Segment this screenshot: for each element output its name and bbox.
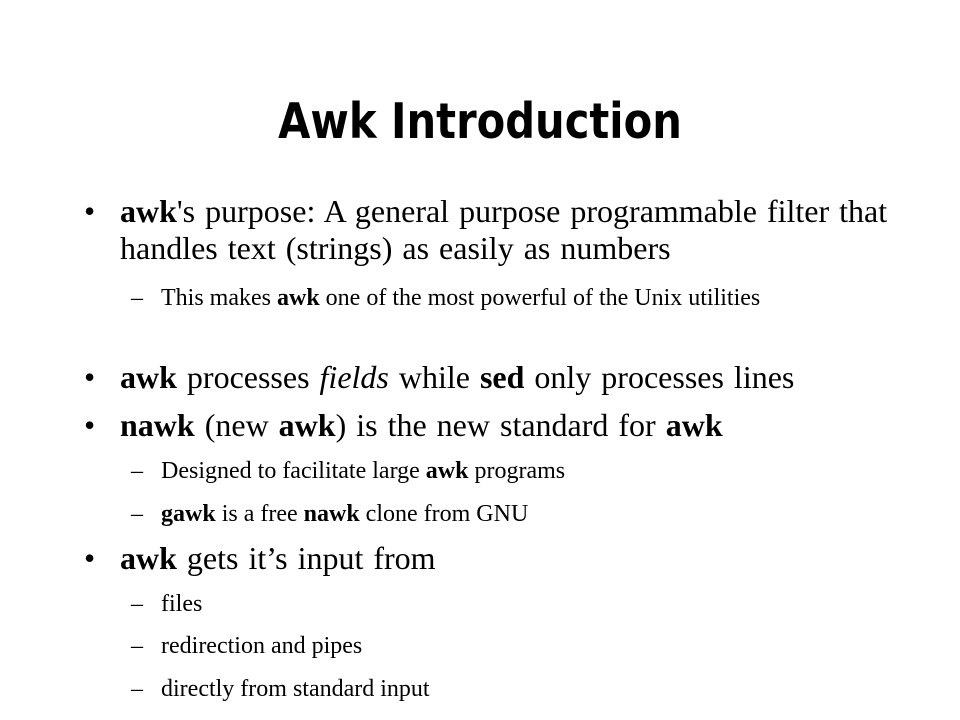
bullet-text: while — [388, 359, 480, 395]
bullet-item-awk-purpose — [84, 193, 900, 267]
dash-icon: – — [131, 501, 143, 527]
bullet-text: processes — [176, 359, 320, 395]
keyword-awk: awk — [276, 285, 320, 311]
sub-item-stdin — [131, 674, 881, 704]
bullet-text: 's purpose: A general purpose programmable filter that handles text (strings) as easily as numbers — [120, 193, 888, 266]
keyword-nawk: nawk — [120, 407, 195, 443]
keyword-awk: awk — [120, 540, 177, 576]
sub-text: clone from GNU — [359, 501, 529, 527]
dash-icon: – — [131, 458, 143, 484]
keyword-sed: sed — [479, 359, 525, 395]
bullet-item-fields — [84, 359, 900, 396]
sub-text: is a free — [215, 501, 304, 527]
bullet-icon: • — [84, 359, 96, 395]
sub-item-designed — [131, 456, 881, 486]
keyword-awk: awk — [278, 407, 336, 443]
bullet-item-input — [84, 540, 900, 577]
sub-text: files — [161, 591, 203, 617]
bullet-text: only processes lines — [524, 359, 795, 395]
dash-icon: – — [131, 676, 143, 702]
keyword-awk: awk — [425, 458, 469, 484]
sub-item-redirection — [131, 631, 881, 661]
bullet-text: gets it’s input from — [176, 540, 436, 576]
sub-item-gawk — [131, 499, 881, 529]
sub-text: directly from standard input — [161, 676, 430, 702]
keyword-nawk: nawk — [303, 501, 360, 527]
keyword-awk: awk — [120, 359, 177, 395]
sub-text: This makes — [161, 285, 277, 311]
sub-text: Designed to facilitate large — [161, 458, 426, 484]
slide-title: Awk Introduction — [278, 93, 682, 150]
bullet-text: ) is the new standard for — [335, 407, 666, 443]
keyword-gawk: gawk — [161, 501, 216, 527]
bullet-icon: • — [84, 540, 96, 576]
sub-item-powerful — [131, 283, 881, 313]
dash-icon: – — [131, 633, 143, 659]
dash-icon: – — [131, 285, 143, 311]
keyword-awk: awk — [665, 407, 723, 443]
bullet-icon: • — [84, 407, 96, 443]
sub-text: one of the most powerful of the Unix utilities — [319, 285, 761, 311]
bullet-item-nawk — [84, 407, 900, 444]
dash-icon: – — [131, 591, 143, 617]
sub-text: redirection and pipes — [161, 633, 363, 659]
keyword-awk: awk — [120, 193, 177, 229]
term-fields: fields — [319, 359, 389, 395]
sub-item-files — [131, 589, 881, 619]
bullet-text: (new — [194, 407, 279, 443]
sub-text: programs — [468, 458, 566, 484]
bullet-icon: • — [84, 193, 96, 229]
